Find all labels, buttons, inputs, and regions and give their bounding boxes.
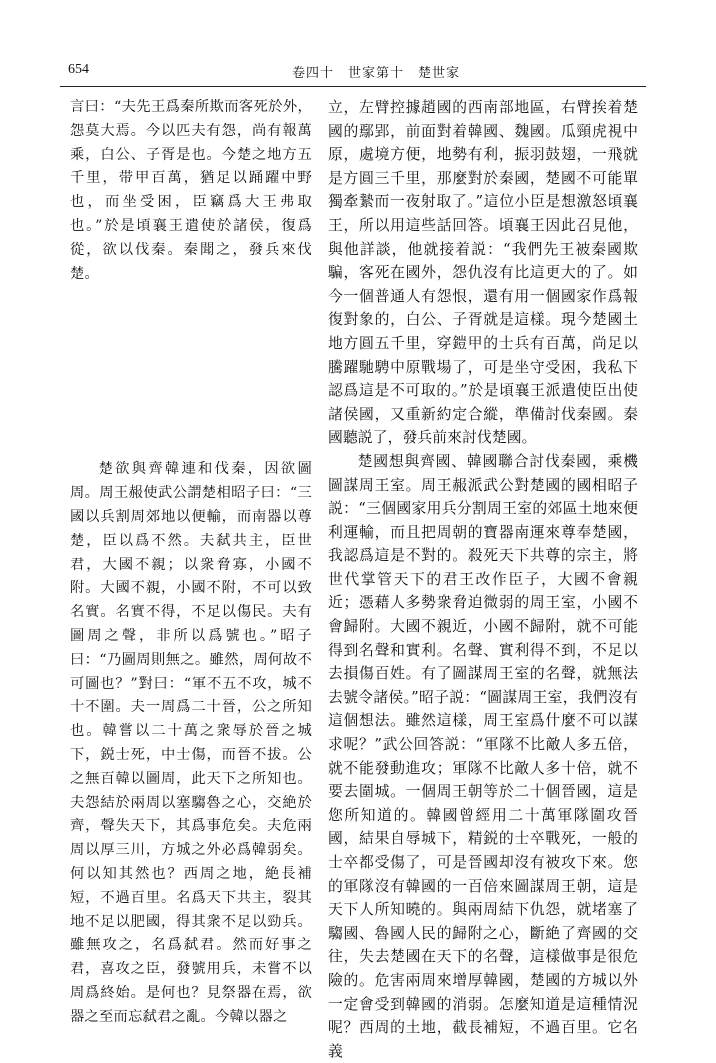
page-number: 654 (68, 62, 89, 77)
right-paragraph-2: 楚國想與齊國、韓國聯合討伐秦國，乘機圖謀周王室。周王赧派武公對楚國的國相昭子説：“三個國家用兵分割周王室的郊區土地來便利運輸，而且把周朝的寶器南運來尊奉楚國，我認爲這是不對的。殺死天下共尊的宗主，將世代掌管天下的君王改作臣子，大國不會親近；憑藉人多勢衆脅迫微弱的周王室，小國不會歸附。大國不親近，小國不歸附，就不可能得到名聲和實利。名聲、實利得不到，不足以去損傷百姓。有了圖謀周王室的名聲，就無法去號令諸侯。”昭子説：“圖謀周王室，我們沒有這個想法。雖然這樣，周王室爲什麼不可以謀求呢？”武公回答説：“軍隊不比敵人多五倍，就不能發動進攻；軍隊不比敵人多十倍，就不要去圍城。一個周王朝等於二十個晉國，這是您所知道的。韓國曾經用二十萬軍隊圍攻晉國，結果自辱城下，精鋭的士卒戰死，一般的士卒都受傷了，可是晉國却沒有被攻下來。您的軍隊沒有韓國的一百倍來圖謀周王朝，這是天下人所知曉的。與兩周結下仇怨，就堵塞了騶國、魯國人民的歸附之心，斷絶了齊國的交往，失去楚國在天下的名聲，這樣做事是很危險的。危害兩周來增厚韓國，楚國的方城以外一定會受到韓國的消弱。怎麼知道是這種情況呢？西周的土地，截長補短，不過百里。它名義 (328, 452, 638, 1060)
right-paragraph-1: 立，左臂控據趙國的西南部地區，右臂挨着楚國的鄢郢，前面對着韓國、魏國。瓜頸虎視中原，處境方便，地勢有利，振羽鼓翅，一飛就是方圓三千里，那麼對於秦國，楚國不可能單獨牽縶而一夜射取了。”這位小臣是想激怒頃襄王，所以用這些話回答。頃襄王因此召見他，與他詳談，他就接着説：“我們先王被秦國欺騙，客死在國外，怨仇沒有比這更大的了。如今一個普通人有怨恨，還有用一個國家作爲報復對象的，白公、子胥就是這樣。現今楚國土地方圓五千里，穿鎧甲的士兵有百萬，尚足以騰躍馳騁中原戰場了，可是坐守受困，我私下認爲這是不可取的。”於是頃襄王派遣使臣出使諸侯國，又重新約定合縱，準備討伐秦國。秦國聽説了，發兵前來討伐楚國。 (328, 99, 638, 447)
left-paragraph-1: 言曰：“夫先王爲秦所欺而客死於外，怨莫大焉。今以匹夫有怨，尚有報萬乘，白公、子胥是也。今楚之地方五千里，带甲百萬，猶足以踊躍中野也，而坐受困，臣竊爲大王弗取也。”於是頃襄王遣使於諸侯，復爲從，欲以伐秦。秦聞之，發兵來伐楚。 (70, 99, 312, 282)
left-column-original-text (70, 96, 312, 1025)
header-rule (60, 86, 646, 87)
right-column-translation (328, 96, 638, 1060)
left-paragraph-2: 楚欲與齊韓連和伐秦，因欲圖周。周王赧使武公謂楚相昭子曰：“三國以兵割周郊地以便輸，而南器以尊楚，臣以爲不然。夫弑共主，臣世君，大國不親；以衆脅寡，小國不附。大國不親，小國不附，不可以致名實。名實不得，不足以傷民。夫有圖周之聲，非所以爲號也。”昭子曰：“乃圖周則無之。雖然，周何故不可圖也？”對曰：“軍不五不攻，城不十不圍。夫一周爲二十晉，公之所知也。韓嘗以二十萬之衆辱於晉之城下，鋭士死，中士傷，而晉不拔。公之無百韓以圖周，此天下之所知也。夫怨結於兩周以塞騶魯之心，交絶於齊，聲失天下，其爲事危矣。夫危兩周以厚三川，方城之外必爲韓弱矣。何以知其然也？西周之地，絶長補短，不過百里。名爲天下共主，裂其地不足以肥國，得其衆不足以勁兵。雖無攻之，名爲弑君。然而好事之君，喜攻之臣，發號用兵，未嘗不以周爲終始。是何也？見祭器在焉，欲器之至而忘弑君之亂。今韓以器之 (70, 461, 312, 1025)
running-head: 卷四十 世家第十 楚世家 (292, 66, 461, 81)
page-header (60, 62, 646, 88)
left-column-spacer (70, 286, 312, 458)
